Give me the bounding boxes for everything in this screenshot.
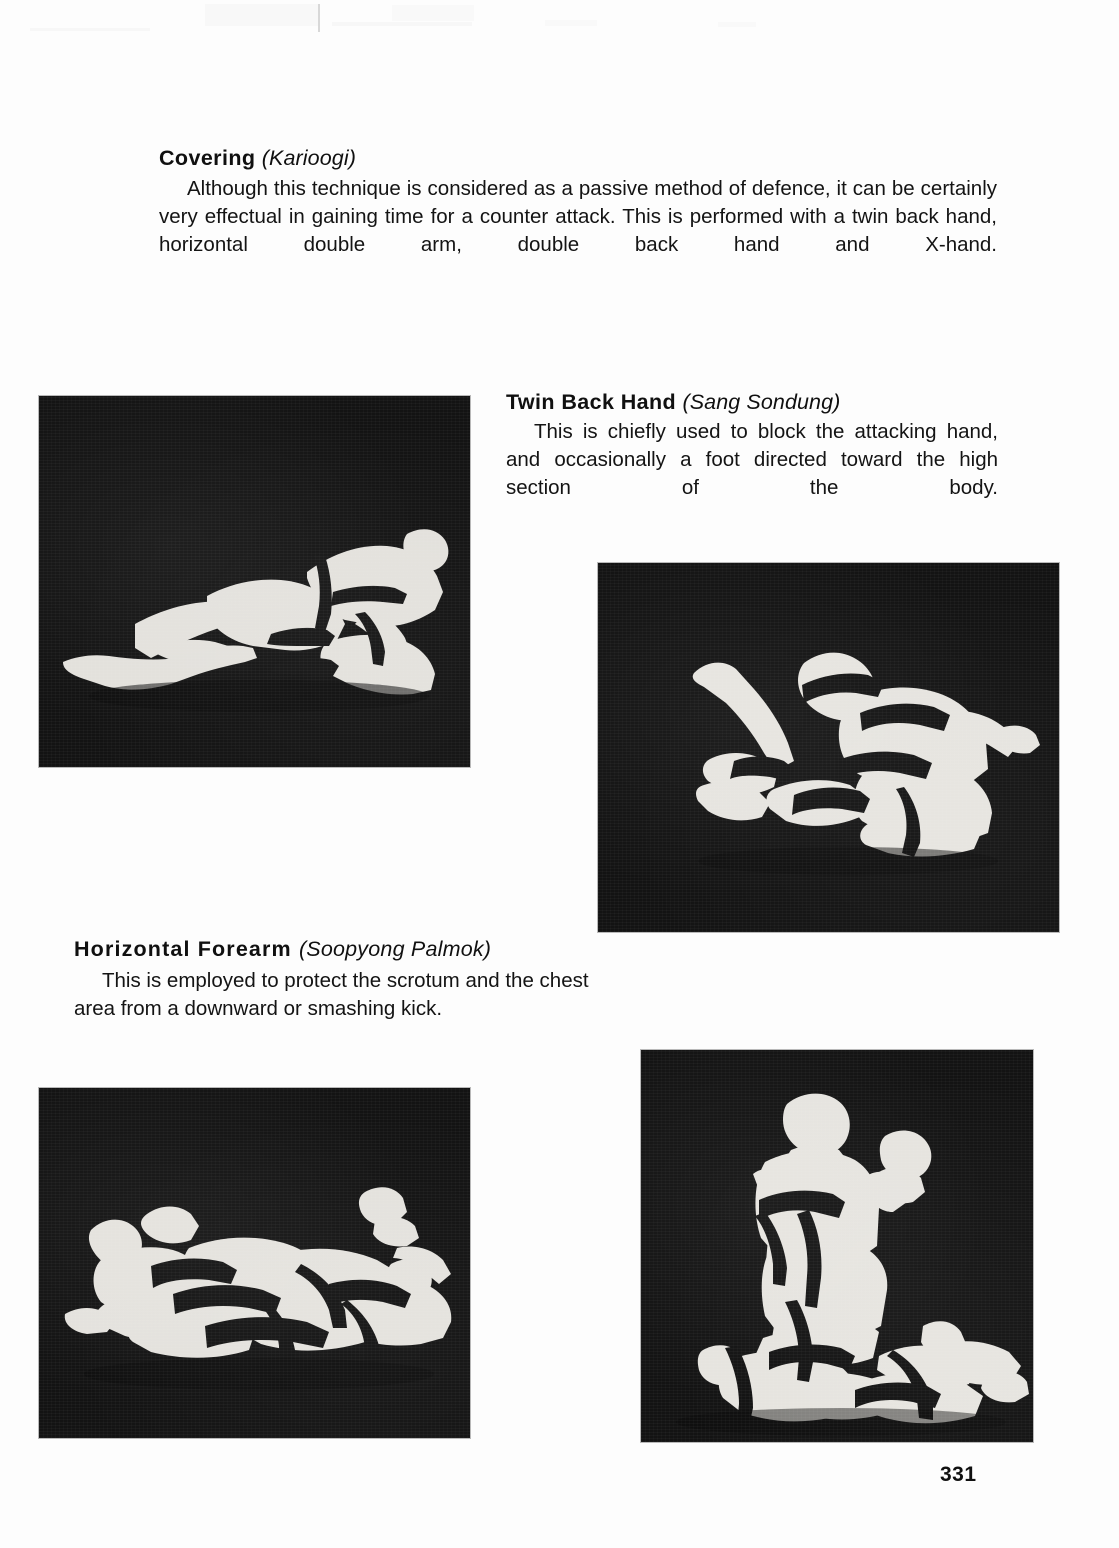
heading-horizontal-forearm <box>74 936 609 962</box>
photo-horizontal-forearm-standing <box>641 1050 1033 1442</box>
scan-artifact <box>30 28 150 31</box>
section-covering <box>159 145 997 287</box>
scan-artifact <box>332 22 472 26</box>
page-number: 331 <box>940 1463 977 1486</box>
heading-horizontal-forearm-korean: (Soopyong Palmok) <box>298 937 492 961</box>
body-twin-back-hand-text: This is chiefly used to block the attacking hand, and occasionally a foot directed toward the high section of the body. <box>506 420 998 499</box>
body-horizontal-forearm <box>74 967 609 1023</box>
heading-covering-korean: (Karioogi) <box>261 146 356 170</box>
body-twin-back-hand <box>506 418 998 530</box>
scan-registration-tick <box>318 4 320 32</box>
heading-twin-back-hand-korean: (Sang Sondung) <box>682 390 841 414</box>
body-covering-text: Although this technique is considered as a passive method of defence, it can be certainly very effectual in gaining time for a counter attack. This is performed with a twin back hand, horizontal double arm, double back hand and X-hand. <box>159 177 997 256</box>
photo-covering-groundwork <box>39 396 470 767</box>
scan-artifact <box>545 20 597 26</box>
heading-twin-back-hand <box>506 389 998 415</box>
section-horizontal-forearm <box>74 936 609 1023</box>
heading-horizontal-forearm-main: Horizontal Forearm <box>74 937 292 961</box>
scan-artifact <box>392 5 474 21</box>
scan-artifact <box>205 4 320 26</box>
scan-artifact <box>718 22 756 27</box>
body-horizontal-forearm-text: This is employed to protect the scrotum and the chest area from a downward or smashing kick. <box>74 969 589 1020</box>
photo-twin-back-hand <box>598 563 1059 932</box>
body-covering <box>159 175 997 287</box>
heading-covering <box>159 145 997 171</box>
section-twin-back-hand <box>506 389 998 530</box>
heading-covering-main: Covering <box>159 146 256 170</box>
heading-twin-back-hand-main: Twin Back Hand <box>506 390 677 414</box>
photo-horizontal-forearm-ground <box>39 1088 470 1438</box>
